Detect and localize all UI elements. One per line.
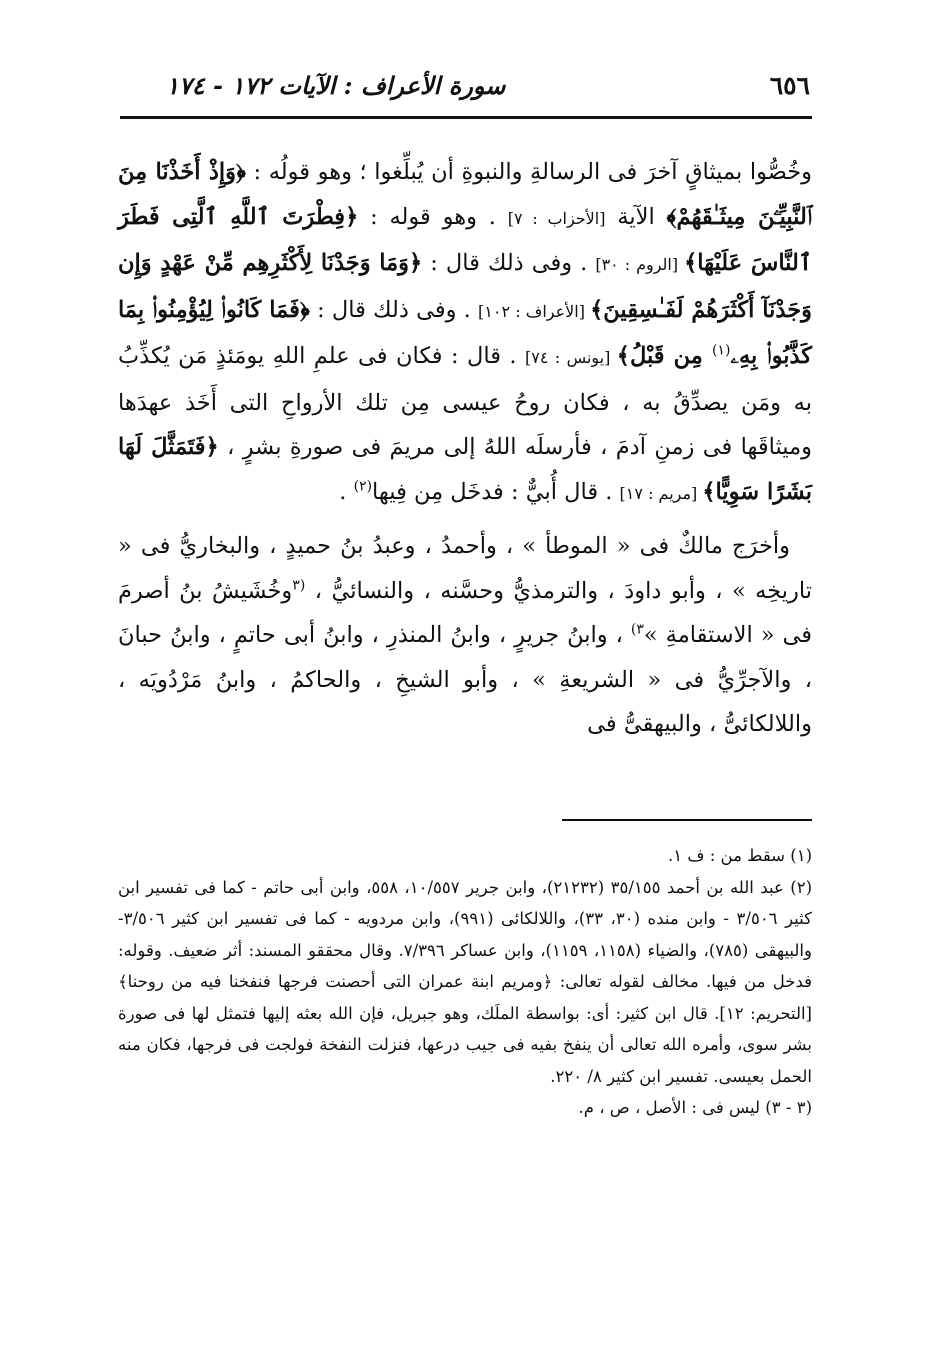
footnote-marker[interactable]: (٣ [292, 577, 306, 593]
quran-verse: ﴿وَمَا وَجَدْنَا لِأَكْثَرِهِم مِّنْ عَهْدٍ وَإِن وَجَدْنَآ أَكْثَرَهُمْ لَفَـٰسِقِينَ﴾ [118, 250, 812, 323]
footnote-1: (١) سقط من : ف ١. [668, 846, 812, 865]
text-segment: ، وابنُ جريرٍ ، وابنُ المنذرِ ، وابنُ أبى حاتمٍ ، وابنُ حبانَ ، والآجرِّيُّ فى « الشريعةِ » ، وأبو الشيخِ ، والحاكمُ ، وابنُ مَرْدُويَه ، واللالكائىُّ ، والبيهقىُّ فى [118, 622, 812, 737]
verse-reference: [مريم : ١٧] [619, 483, 703, 503]
text-segment: . وهو قوله : [358, 203, 508, 230]
running-title: سورة الأعراف : الآيات ١٧٢ - ١٧٤ [166, 70, 506, 100]
main-text [118, 150, 812, 747]
footnote-3: (٣ - ٣) ليس فى : الأصل ، ص ، م. [578, 1098, 812, 1117]
text-segment: . وفى ذلك قال : [309, 296, 479, 323]
text-segment: وأخرَج مالكٌ فى « الموطأ » ، وأحمدُ ، وعبدُ بنُ حميدٍ ، والبخاريُّ فى « تاريخِه » ، وأبو داودَ ، والترمذيُّ وحسَّنه ، والنسائيُّ ، [118, 533, 813, 604]
text-segment: . [339, 478, 354, 505]
text-segment: وخُصُّوا بميثاقٍ آخرَ فى الرسالةِ والنبوةِ أن يُبلِّغوا ؛ وهو قولُه : [245, 159, 812, 185]
page-header [120, 62, 810, 108]
footnote-2: (٢) عبد الله بن أحمد ٣٥/١٥٥ (٢١٢٣٢)، وابن جرير ١٠/٥٥٧، ٥٥٨، وابن أبى حاتم - كما فى تفسير ابن كثير ٣/٥٠٦ - وابن منده (٣٠، ٣٣)، واللالكائى (٩٩١)، وابن مردويه - كما فى تفسير ابن كثير ٣/٥٠٦- والبيهقى (٧٨٥)، والضياء (١١٥٨، ١١٥٩)، وابن عساكر ٧/٣٩٦. وقال محققو المسند: أثر ضعيف. وقوله: فدخل من فيها. مخالف لقوله تعالى: ﴿ومريم ابنة عمران التى أحصنت فرجها فنفخنا فيه من روحنا﴾ [التحريم: ١٢]. قال ابن كثير: أى: بواسطة الملَك، وهو جبريل، فإن الله بعثه إليها فتمثل لها فى صورة بشر سوى، وأمره الله تعالى أن ينفخ بفيه فى جيب درعها، فنزلت النفخة فولجت فى فرجها، فكان منه الحمل بعيسى. تفسير ابن كثير ٨/ ٢٢٠. [118, 877, 812, 1086]
verse-reference: [الأعراف : ١٠٢] [478, 301, 591, 321]
paragraph-2 [118, 524, 812, 747]
header-rule [120, 116, 812, 119]
quran-verse: ﴿فِطْرَتَ ٱللَّهِ ٱلَّتِى فَطَرَ ٱلنَّاسَ عَلَيْهَا﴾ [118, 203, 813, 276]
footnote-separator [562, 819, 812, 821]
verse-reference: [الروم : ٣٠] [595, 255, 685, 274]
quran-verse: ﴿فَتَمَثَّلَ لَهَا بَشَرًا سَوِيًّا﴾ [118, 434, 812, 505]
footnote-marker[interactable]: (٢) [353, 478, 373, 494]
quran-verse: ﴿فَمَا كَانُوا۟ لِيُؤْمِنُوا۟ بِمَا كَذَّبُوا۟ بِهِۦ [118, 296, 812, 369]
verse-reference: [الأحزاب : ٧] [507, 208, 606, 228]
page-number: ٦٥٦ [769, 70, 810, 100]
text-segment: . قال أُبيٌّ : فدخَل مِن فِيها [372, 478, 620, 505]
text-segment: . وفى ذلك قال : [422, 250, 596, 276]
footnote-marker[interactable]: (١) [711, 342, 731, 359]
text-segment: الآية [605, 203, 667, 230]
verse-reference: [يونس : ٧٤] [525, 348, 617, 367]
quran-verse: ﴿وَإِذْ أَخَذْنَا مِنَ ٱلنَّبِيِّـۧنَ مِيثَـٰقَهُمْ﴾ [118, 159, 812, 230]
text-segment: . قال : فكان فى علمِ اللهِ يومَئذٍ مَن يُكذِّبُ به ومَن يصدِّقُ به ، فكان روحُ عيسى مِن تلك الأرواحِ التى أَخَذ عهدَها وميثاقَها فى زمنِ آدمَ ، فأرسلَه اللهُ إلى مريمَ فى صورةِ بشرٍ ، [118, 343, 812, 460]
footnotes [118, 840, 812, 1124]
footnote-marker[interactable]: ٣) [630, 621, 644, 638]
text-segment: وخُشَيشُ بنُ أصرمَ فى « الاستقامةِ » [118, 577, 813, 648]
paragraph-1 [118, 150, 812, 516]
quran-verse: مِن قَبْلُ﴾ [616, 343, 712, 369]
